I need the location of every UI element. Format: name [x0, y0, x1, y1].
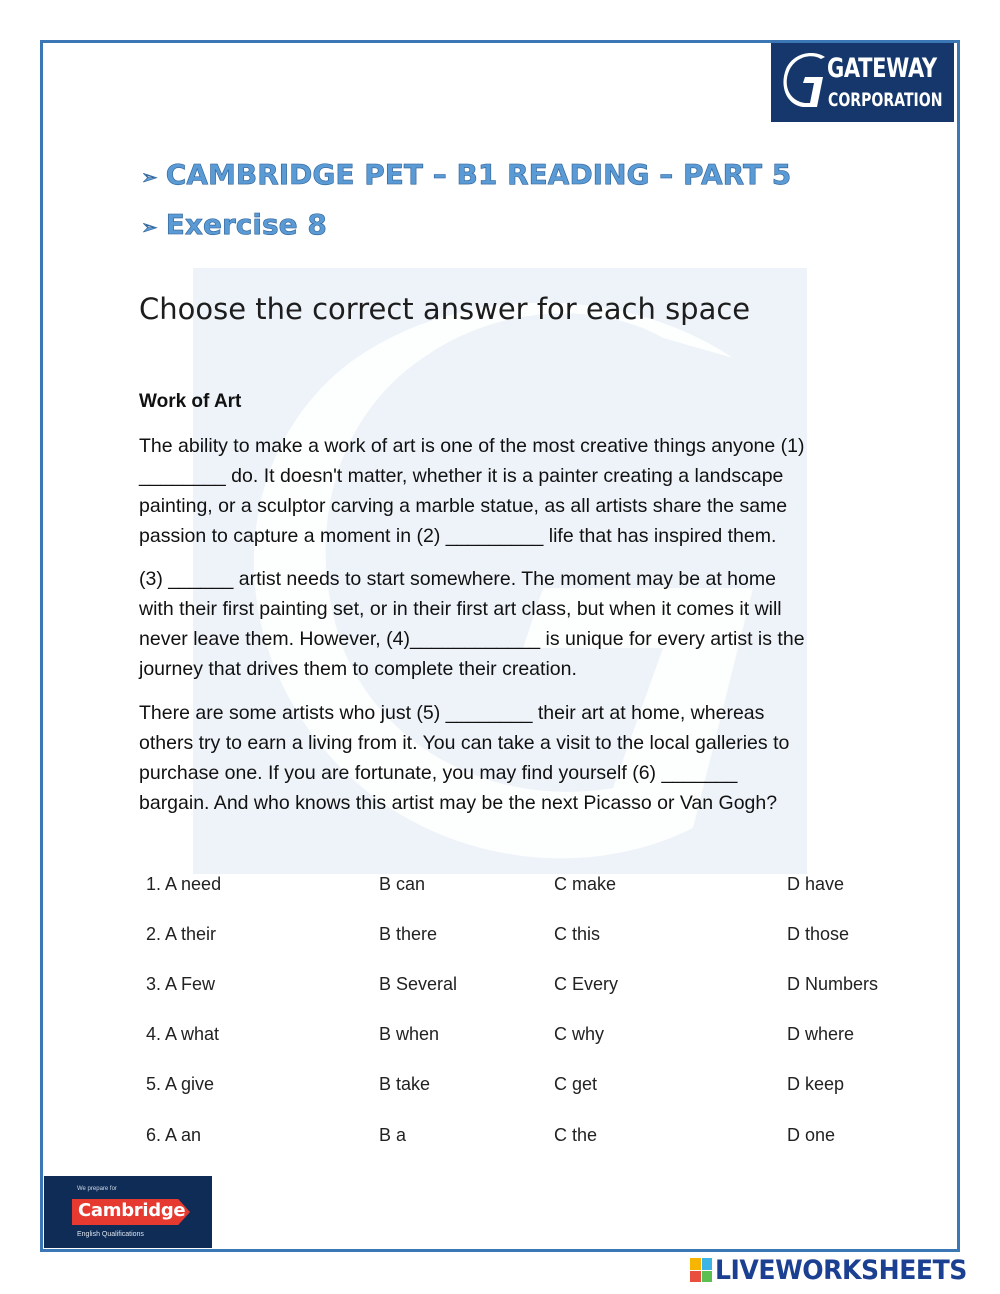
option-5d[interactable]: D keep	[787, 1074, 845, 1094]
arrow-bullet-icon: ➢	[141, 215, 158, 239]
option-4b[interactable]: B when	[379, 1024, 440, 1044]
option-2a[interactable]: 2. A their	[146, 924, 217, 944]
passage-line: (3) ______ artist needs to start somewhere. The moment may be at home	[139, 568, 776, 590]
heading-exercise	[141, 208, 327, 241]
option-1d[interactable]: D have	[787, 874, 845, 894]
passage-paragraph-3	[139, 698, 879, 818]
cambridge-logo	[44, 1176, 212, 1248]
option-6d[interactable]: D one	[787, 1125, 836, 1145]
cambridge-tagline-top: We prepare for	[77, 1186, 117, 1192]
gateway-g-icon	[783, 53, 829, 109]
passage-line: passion to capture a moment in (2) _________ life that has inspired them.	[139, 525, 777, 547]
option-2b[interactable]: B there	[379, 924, 438, 944]
option-6c[interactable]: C the	[554, 1125, 598, 1145]
arrow-bullet-icon: ➢	[141, 165, 158, 189]
option-3c[interactable]: C Every	[554, 974, 619, 994]
liveworksheets-blocks-icon	[690, 1258, 712, 1282]
option-3d[interactable]: D Numbers	[787, 974, 879, 994]
instruction-text: Choose the correct answer for each space	[139, 292, 751, 326]
option-3b[interactable]: B Several	[379, 974, 458, 994]
passage-line: with their first painting set, or in their first art class, but when it comes it will	[139, 598, 782, 620]
option-6a[interactable]: 6. A an	[146, 1125, 202, 1145]
passage-line: others try to earn a living from it. You can take a visit to the local galleries to	[139, 732, 790, 754]
option-5b[interactable]: B take	[379, 1074, 431, 1094]
option-2c[interactable]: C this	[554, 924, 601, 944]
option-6b[interactable]: B a	[379, 1125, 407, 1145]
option-4c[interactable]: C why	[554, 1024, 605, 1044]
liveworksheets-text: LIVEWORKSHEETS	[715, 1254, 967, 1286]
option-3a[interactable]: 3. A Few	[146, 974, 216, 994]
option-1a[interactable]: 1. A need	[146, 874, 222, 894]
logo-word-gateway: GATEWAY	[827, 53, 937, 84]
option-4a[interactable]: 4. A what	[146, 1024, 220, 1044]
passage-paragraph-2	[139, 564, 879, 684]
passage-line: never leave them. However, (4)____________ is unique for every artist is the	[139, 628, 805, 650]
logo-word-corporation: CORPORATION	[828, 89, 943, 111]
passage-line: There are some artists who just (5) ________ their art at home, whereas	[139, 702, 765, 724]
option-4d[interactable]: D where	[787, 1024, 855, 1044]
heading-title	[141, 158, 791, 191]
option-1b[interactable]: B can	[379, 874, 426, 894]
passage-line: bargain. And who knows this artist may be the next Picasso or Van Gogh?	[139, 792, 778, 814]
option-1c[interactable]: C make	[554, 874, 617, 894]
gateway-logo	[771, 43, 954, 122]
cambridge-tagline-bottom: English Qualifications	[77, 1231, 144, 1238]
option-2d[interactable]: D those	[787, 924, 850, 944]
passage-line: ________ do. It doesn't matter, whether it is a painter creating a landscape	[139, 465, 784, 487]
passage-line: painting, or a sculptor carving a marble statue, as all artists share the same	[139, 495, 788, 517]
option-5c[interactable]: C get	[554, 1074, 598, 1094]
cambridge-name: Cambridge	[78, 1200, 186, 1221]
passage-line: The ability to make a work of art is one of the most creative things anyone (1)	[139, 435, 805, 457]
liveworksheets-logo	[690, 1253, 986, 1287]
heading-title-text: CAMBRIDGE PET – B1 READING – PART 5	[165, 158, 792, 191]
passage-line: journey that drives them to complete their creation.	[139, 658, 577, 680]
passage-paragraph-1	[139, 431, 879, 551]
heading-exercise-text: Exercise 8	[165, 208, 327, 241]
option-5a[interactable]: 5. A give	[146, 1074, 215, 1094]
passage-title: Work of Art	[139, 391, 242, 412]
passage-line: purchase one. If you are fortunate, you may find yourself (6) _______	[139, 762, 738, 784]
